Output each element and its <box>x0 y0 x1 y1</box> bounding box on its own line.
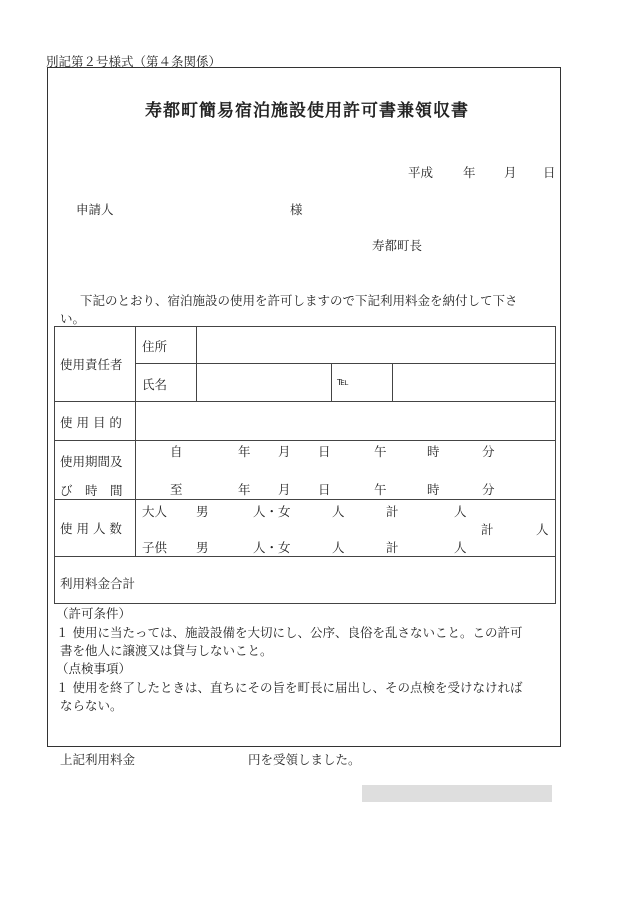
period-to-ampm: 午 <box>374 482 387 497</box>
adult-male: 男 <box>196 504 209 519</box>
address-label: 住所 <box>142 339 168 354</box>
period-to-minute: 分 <box>482 482 495 497</box>
period-to-day: 日 <box>318 482 331 497</box>
phone-label: ℡ <box>337 375 349 388</box>
period-label-1: 使用期間及 <box>60 454 123 469</box>
form-title: 寿都町簡易宿泊施設使用許可書兼領収書 <box>145 101 469 121</box>
period-from-day: 日 <box>318 444 331 459</box>
period-to: 至 <box>170 482 183 497</box>
date-month: 月 <box>504 165 517 180</box>
total-fee-label: 利用料金合計 <box>60 576 136 591</box>
period-from-month: 月 <box>278 444 291 459</box>
adult-label: 大人 <box>142 504 168 519</box>
receipt-label: 上記利用料金 <box>60 752 136 767</box>
date-year: 年 <box>463 165 476 180</box>
applicant-honorific: 様 <box>290 202 303 217</box>
adult-female-unit: 人 <box>332 504 345 519</box>
period-to-month: 月 <box>278 482 291 497</box>
child-label: 子供 <box>142 540 168 555</box>
users-total-unit: 人 <box>536 522 549 537</box>
period-from-hour: 時 <box>427 444 440 459</box>
date-era: 平成 <box>408 165 434 180</box>
users-total: 計 <box>481 522 494 537</box>
period-from-minute: 分 <box>482 444 495 459</box>
period-to-year: 年 <box>238 482 251 497</box>
period-label-2: び 時 間 <box>60 483 123 498</box>
responsible-person-label: 使用責任者 <box>60 357 123 372</box>
date-day: 日 <box>543 165 556 180</box>
receipt-stamp-area <box>362 785 552 802</box>
period-from-ampm: 午 <box>374 444 387 459</box>
applicant-label: 申請人 <box>76 202 114 217</box>
child-female: 人・女 <box>253 540 291 555</box>
child-subtotal-unit: 人 <box>454 540 467 555</box>
inspection-line-2: ならない。 <box>60 698 123 713</box>
period-from-year: 年 <box>238 444 251 459</box>
child-female-unit: 人 <box>332 540 345 555</box>
permit-conditions-heading: （許可条件） <box>56 606 132 621</box>
inspection-heading: （点検事項） <box>56 661 132 676</box>
period-from: 自 <box>170 444 183 459</box>
adult-subtotal: 計 <box>386 504 399 519</box>
child-male: 男 <box>196 540 209 555</box>
permit-condition-line-2: 書を他人に譲渡又は貸与しないこと。 <box>60 643 273 658</box>
name-label: 氏名 <box>142 377 168 392</box>
form-number-note: 別記第２号様式（第４条関係） <box>46 54 222 69</box>
issuer-name: 寿都町長 <box>372 238 423 253</box>
intro-line-1: 下記のとおり、宿泊施設の使用を許可しますので下記利用料金を納付して下さ <box>80 293 518 308</box>
permit-condition-line-1: １ 使用に当たっては、施設設備を大切にし、公序、良俗を乱さないこと。この許可 <box>56 625 523 640</box>
adult-subtotal-unit: 人 <box>454 504 467 519</box>
purpose-label: 使 用 目 的 <box>60 415 122 430</box>
users-count-label: 使 用 人 数 <box>60 521 122 536</box>
intro-line-2: い。 <box>60 311 86 326</box>
inspection-line-1: １ 使用を終了したときは、直ちにその旨を町長に届出し、その点検を受けなければ <box>56 680 523 695</box>
receipt-text: 円を受領しました。 <box>248 752 361 767</box>
adult-female: 人・女 <box>253 504 291 519</box>
child-subtotal: 計 <box>386 540 399 555</box>
period-to-hour: 時 <box>427 482 440 497</box>
